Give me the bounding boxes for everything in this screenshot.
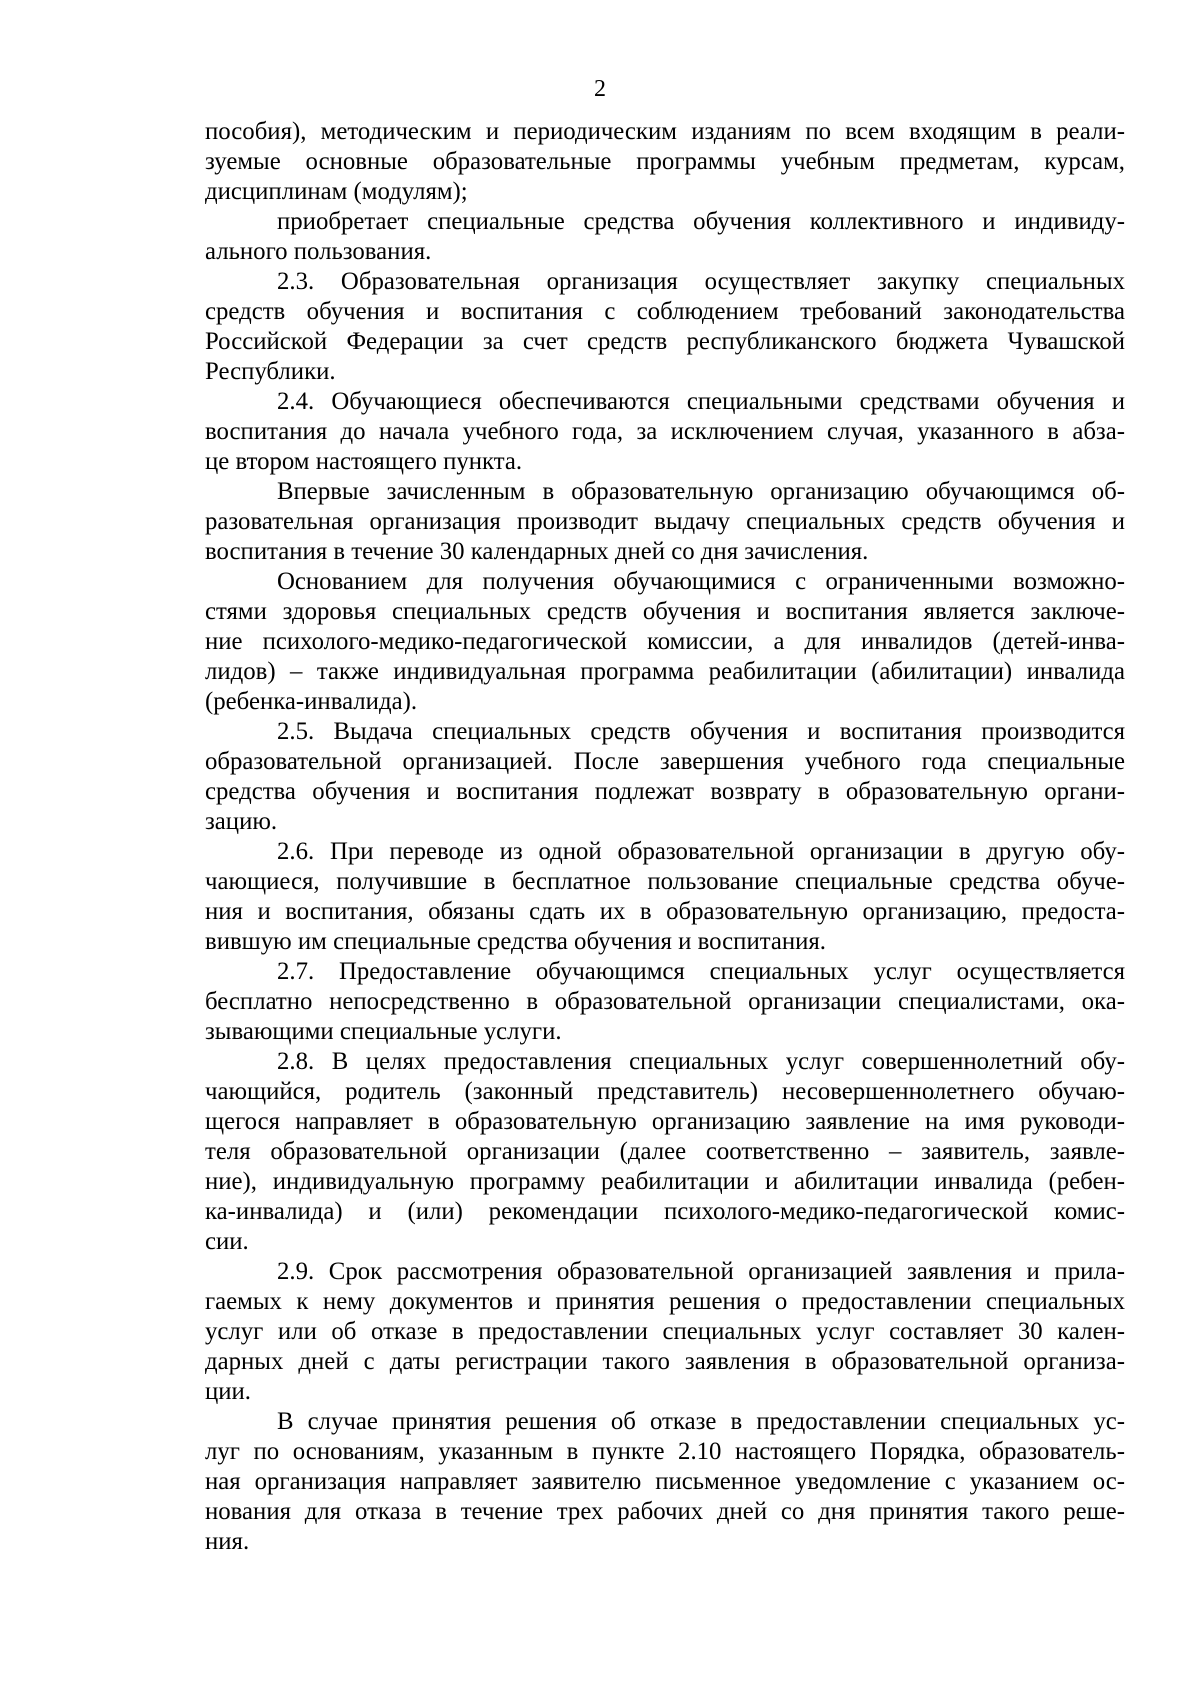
text-line: (ребенка-инвалида). <box>205 688 418 715</box>
paragraph <box>205 957 1125 1047</box>
text-line: стями здоровья специальных средств обучения и воспитания является заключе- <box>205 598 1125 625</box>
paragraph <box>205 837 1125 957</box>
text-line: Республики. <box>205 358 336 385</box>
text-line: луг по основаниям, указанным в пункте 2.10 настоящего Порядка, образователь- <box>205 1438 1125 1465</box>
text-line: ная организация направляет заявителю письменное уведомление с указанием ос- <box>205 1468 1125 1495</box>
text-line: зывающими специальные услуги. <box>205 1018 562 1045</box>
text-line: услуг или об отказе в предоставлении специальных услуг составляет 30 кален- <box>205 1318 1125 1345</box>
text-line: вившую им специальные средства обучения и воспитания. <box>205 928 827 955</box>
text-line: ального пользования. <box>205 238 432 265</box>
paragraph <box>205 267 1125 387</box>
text-line: ние), индивидуальную программу реабилитации и абилитации инвалида (ребен- <box>205 1168 1125 1195</box>
text-line: воспитания в течение 30 календарных дней со дня зачисления. <box>205 538 869 565</box>
text-line: разовательная организация производит выдачу специальных средств обучения и <box>205 508 1125 535</box>
text-line: ции. <box>205 1378 252 1405</box>
paragraph <box>205 207 1125 267</box>
text-line: гаемых к нему документов и принятия решения о предоставлении специальных <box>205 1288 1125 1315</box>
paragraph <box>205 1047 1125 1257</box>
text-line: приобретает специальные средства обучения коллективного и индивиду- <box>277 208 1125 235</box>
document-body <box>205 117 1125 1557</box>
text-line: Основанием для получения обучающимися с ограниченными возможно- <box>277 568 1125 595</box>
text-line: лидов) – также индивидуальная программа реабилитации (абилитации) инвалида <box>205 658 1125 685</box>
text-line: чающиеся, получившие в бесплатное пользование специальные средства обуче- <box>205 868 1125 895</box>
text-line: бесплатно непосредственно в образовательной организации специалистами, ока- <box>205 988 1125 1015</box>
text-line: воспитания до начала учебного года, за исключением случая, указанного в абза- <box>205 418 1125 445</box>
text-line: 2.5. Выдача специальных средств обучения и воспитания производится <box>277 718 1125 745</box>
text-line: ния. <box>205 1528 250 1555</box>
text-line: ния и воспитания, обязаны сдать их в образовательную организацию, предоста- <box>205 898 1125 925</box>
text-line: щегося направляет в образовательную организацию заявление на имя руководи- <box>205 1108 1125 1135</box>
text-line: це втором настоящего пункта. <box>205 448 523 475</box>
paragraph <box>205 1257 1125 1407</box>
text-line: теля образовательной организации (далее соответственно – заявитель, заявле- <box>205 1138 1125 1165</box>
text-line: образовательной организацией. После завершения учебного года специальные <box>205 748 1125 775</box>
text-line: сии. <box>205 1228 249 1255</box>
text-line: 2.6. При переводе из одной образовательной организации в другую обу- <box>277 838 1125 865</box>
text-line: дисциплинам (модулям); <box>205 178 468 205</box>
paragraph <box>205 477 1125 567</box>
paragraph <box>205 117 1125 207</box>
text-line: 2.7. Предоставление обучающимся специальных услуг осуществляется <box>277 958 1125 985</box>
text-line: зуемые основные образовательные программы учебным предметам, курсам, <box>205 148 1125 175</box>
text-line: 2.4. Обучающиеся обеспечиваются специальными средствами обучения и <box>277 388 1125 415</box>
paragraph <box>205 387 1125 477</box>
text-line: 2.3. Образовательная организация осуществляет закупку специальных <box>277 268 1125 295</box>
text-line: ние психолого-медико-педагогической комиссии, а для инвалидов (детей-инва- <box>205 628 1125 655</box>
paragraph <box>205 567 1125 717</box>
text-line: Впервые зачисленным в образовательную организацию обучающимся об- <box>277 478 1125 505</box>
text-line: средств обучения и воспитания с соблюдением требований законодательства <box>205 298 1125 325</box>
text-line: нования для отказа в течение трех рабочих дней со дня принятия такого реше- <box>205 1498 1125 1525</box>
text-line: 2.9. Срок рассмотрения образовательной организацией заявления и прила- <box>277 1258 1125 1285</box>
text-line: зацию. <box>205 808 278 835</box>
page-number: 2 <box>594 76 606 102</box>
text-line: В случае принятия решения об отказе в предоставлении специальных ус- <box>277 1408 1125 1435</box>
paragraph <box>205 1407 1125 1557</box>
text-line: Российской Федерации за счет средств республиканского бюджета Чувашской <box>205 328 1125 355</box>
text-line: дарных дней с даты регистрации такого заявления в образовательной организа- <box>205 1348 1125 1375</box>
text-line: пособия), методическим и периодическим изданиям по всем входящим в реали- <box>205 118 1125 145</box>
text-line: ка-инвалида) и (или) рекомендации психолого-медико-педагогической комис- <box>205 1198 1125 1225</box>
text-line: средства обучения и воспитания подлежат возврату в образовательную органи- <box>205 778 1125 805</box>
text-line: чающийся, родитель (законный представитель) несовершеннолетнего обучаю- <box>205 1078 1125 1105</box>
paragraph <box>205 717 1125 837</box>
text-line: 2.8. В целях предоставления специальных услуг совершеннолетний обу- <box>277 1048 1125 1075</box>
